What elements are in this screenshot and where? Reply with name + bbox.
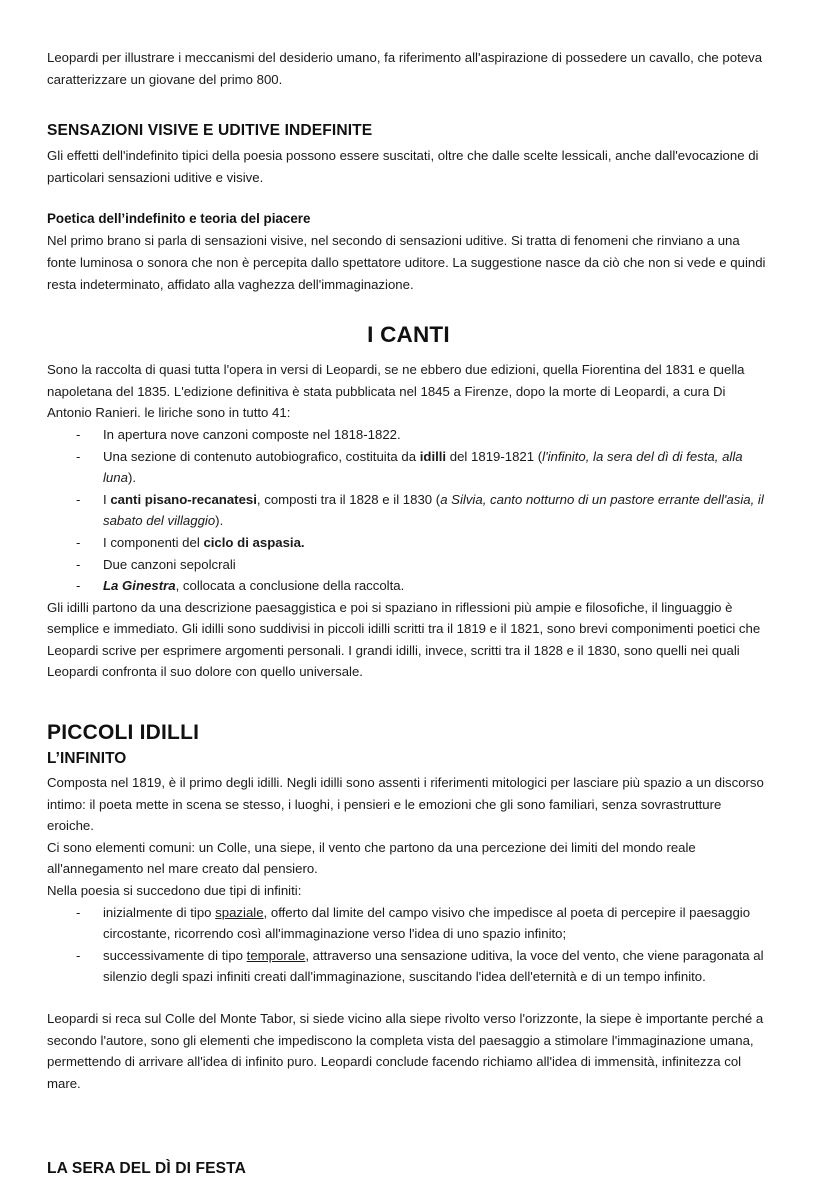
paragraph-poetica: Nel primo brano si parla di sensazioni visive, nel secondo di sensazioni uditive. Si tratta di fenomeni che rinviano a una fonte luminosa o sonora che non è percepita dallo spettatore uditore. La suggestione nasce da ciò che non si vede e quindi resta indeterminato, affidato alla vaghezza dell'immaginazione. — [47, 233, 766, 292]
heading-linfinito: L’INFINITO — [47, 750, 127, 768]
bold-italic-text: La Ginestra — [103, 578, 176, 594]
text-run: Una sezione di contenuto autobiografico, costituita da — [103, 448, 420, 464]
list-bullet-dash: - — [76, 556, 81, 572]
text-run: In apertura nove canzoni composte nel 1818-1822. — [103, 426, 401, 442]
title-i-canti: I CANTI — [367, 322, 450, 348]
bold-text: ciclo di aspasia. — [203, 534, 305, 550]
spacer — [47, 988, 770, 1008]
list-bullet-dash: - — [76, 491, 81, 507]
bold-text: idilli — [419, 448, 447, 464]
paragraph-sensazioni: Gli effetti dell'indefinito tipici della poesia possono essere suscitati, oltre che dalle scelte lessicali, anche dall'evocazione di particolari sensazioni uditive e visive. — [47, 148, 759, 185]
bold-text: canti pisano-recanatesi — [110, 491, 257, 507]
italic-text: a Silvia, canto notturno di un pastore errante dell'asia, il sabato del villaggio — [103, 491, 764, 529]
text-run: ). — [215, 513, 224, 529]
text-run: I componenti del — [103, 534, 204, 550]
list-item — [47, 424, 770, 446]
list-bullet-dash: - — [76, 534, 81, 550]
spacer — [47, 683, 770, 719]
list-item — [47, 902, 770, 945]
list-bullet-dash: - — [76, 426, 81, 442]
text-run: , attraverso una sensazione uditiva, la voce del vento, che viene paragonata al silenzio degli spazi infiniti creati dall'immaginazione, suscitando l'idea dell'eternità e di un tempo infinito. — [103, 947, 764, 985]
spacer — [47, 90, 770, 120]
infiniti-list — [47, 902, 770, 988]
spacer — [47, 295, 770, 321]
canti-list — [47, 424, 770, 597]
heading-piccoli-idilli: PICCOLI IDILLI — [47, 721, 200, 745]
spacer — [47, 1138, 770, 1158]
list-item — [47, 554, 770, 576]
paragraph-idilli-closing: Gli idilli partono da una descrizione paesaggistica e poi si spaziano in riflessioni più ampie e filosofiche, il linguaggio è semplice e immediato. Gli idilli sono suddivisi in piccoli idilli scritti tra il 1819 e il 1821, sono brevi componimenti poetici che Leopardi scrive per esprimere argomenti personali. I grandi idilli, invece, scritti tra il 1828 e il 1830, sono quelli nei quali Leopardi confronta il suo dolore con quello universale. — [47, 599, 761, 680]
list-bullet-dash: - — [76, 578, 81, 594]
intro-paragraph: Leopardi per illustrare i meccanismi del desiderio umano, fa riferimento all'aspirazione di possedere un cavallo, che poteva caratterizzare un giovane del primo 800. — [47, 50, 763, 87]
underlined-text: spaziale — [215, 904, 264, 920]
subheading-poetica: Poetica dell’indefinito e teoria del piacere — [47, 211, 311, 227]
list-item — [47, 446, 770, 489]
list-item — [47, 532, 770, 554]
list-bullet-dash: - — [76, 947, 81, 963]
text-run: , composti tra il 1828 e il 1830 ( — [256, 491, 441, 507]
text-run: , offerto dal limite del campo visivo che impedisce al poeta di percepire il paesaggio circostante, ricorrendo così all'immaginazione verso l'idea di uno spazio infinito; — [103, 904, 751, 942]
text-run: Due canzoni sepolcrali — [103, 556, 236, 572]
list-bullet-dash: - — [76, 904, 81, 920]
spacer — [47, 1094, 770, 1138]
heading-sensazioni: SENSAZIONI VISIVE E UDITIVE INDEFINITE — [47, 122, 373, 140]
italic-text: l'infinito, la sera del dì di festa, alla luna — [103, 448, 743, 486]
text-run: inizialmente di tipo — [103, 904, 216, 920]
text-run: I — [103, 491, 111, 507]
text-run: , collocata a conclusione della raccolta. — [175, 578, 405, 594]
text-run: del 1819-1821 ( — [446, 448, 543, 464]
paragraph-infinito-1: Composta nel 1819, è il primo degli idilli. Negli idilli sono assenti i riferimenti mitologici per lasciare più spazio a un discorso intimo: il poeta mette in scena se stesso, i luoghi, i pensieri e le emozioni che gli sono familiari, senza sovrastrutture eroiche. — [47, 775, 764, 834]
spacer — [47, 188, 770, 208]
paragraph-infinito-2: Ci sono elementi comuni: un Colle, una siepe, il vento che partono da una percezione dei limiti del mondo reale all'annegamento nel mare creato dal pensiero. — [47, 839, 696, 877]
paragraph-infinito-3: Nella poesia si succedono due tipi di infiniti: — [47, 883, 302, 899]
paragraph-canti: Sono la raccolta di quasi tutta l'opera in versi di Leopardi, se ne ebbero due edizioni, quella Fiorentina del 1831 e quella napoletana del 1835. L'edizione definitiva è stata pubblicata nel 1845 a Firenze, dopo la morte di Leopardi, a cura Di Antonio Ranieri. le liriche sono in tutto 41: — [47, 362, 745, 421]
paragraph-final: Leopardi si reca sul Colle del Monte Tabor, si siede vicino alla siepe rivolto verso l'orizzonte, la siepe è importante perché a secondo l'autore, sono gli elementi che impediscono la completa vista del paesaggio a stimolare l'immaginazione umana, permettendo di arrivare all'idea di infinito puro. Leopardi conclude facendo richiamo all'idea di immensità, infinitezza col mare. — [47, 1011, 764, 1091]
heading-la-sera: LA SERA DEL DÌ DI FESTA — [47, 1160, 246, 1178]
text-run: ). — [127, 470, 136, 486]
list-item — [47, 489, 770, 532]
text-run: successivamente di tipo — [103, 947, 247, 963]
underlined-text: temporale — [246, 947, 306, 963]
list-bullet-dash: - — [76, 448, 81, 464]
list-item — [47, 575, 770, 597]
spacer — [47, 349, 770, 359]
document-body — [47, 47, 770, 1180]
list-item — [47, 945, 770, 988]
